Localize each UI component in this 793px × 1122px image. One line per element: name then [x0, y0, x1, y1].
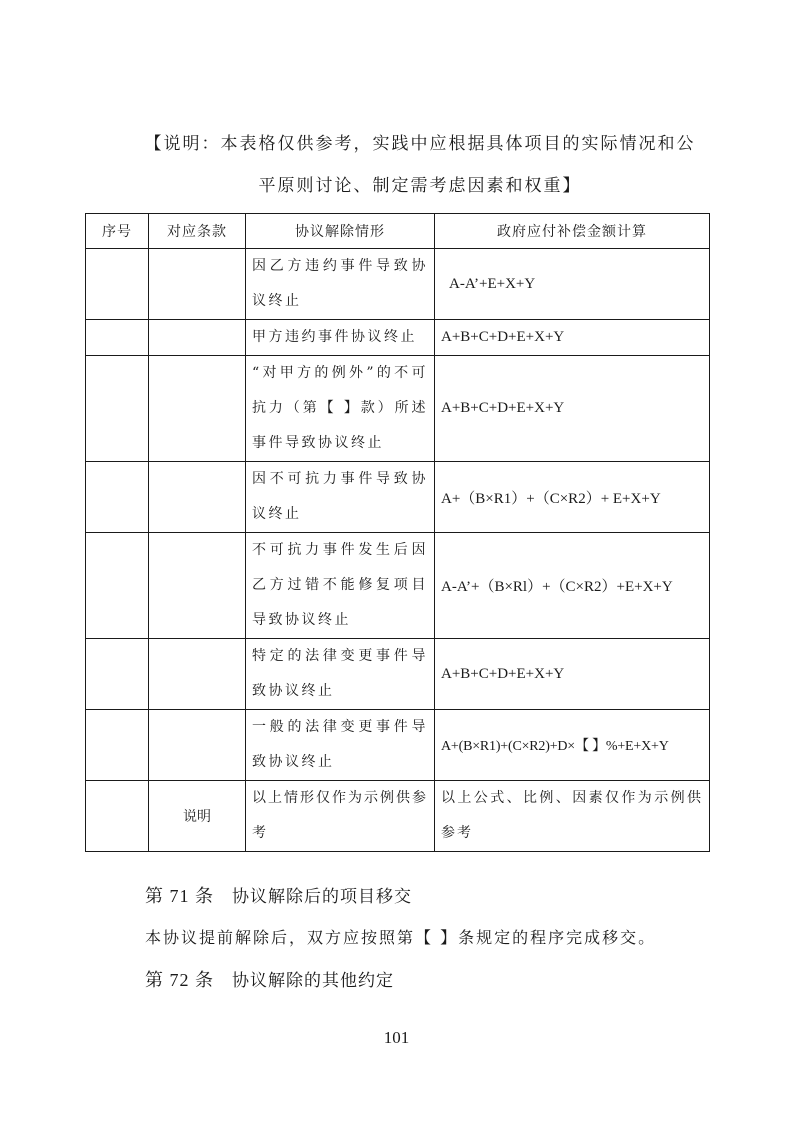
section-71-heading: [145, 882, 412, 908]
cell-formula: A+B+C+D+E+X+Y: [435, 639, 710, 710]
header-situation: 协议解除情形: [246, 214, 435, 249]
cell-formula: A-A’+E+X+Y: [435, 249, 710, 320]
cell-situation: “对甲方的例外”的不可抗力（第【 】款）所述事件导致协议终止: [246, 356, 435, 462]
table-header-row: [86, 214, 710, 249]
cell-no: [86, 462, 149, 533]
table-row: [86, 639, 710, 710]
table-row: [86, 710, 710, 781]
table-row: [86, 320, 710, 356]
cell-situation: 因不可抗力事件导致协议终止: [246, 462, 435, 533]
cell-no: [86, 249, 149, 320]
section-72-number: 第 72 条: [145, 970, 214, 990]
section-71-paragraph: 本协议提前解除后，双方应按照第【 】条规定的程序完成移交。: [145, 928, 657, 947]
cell-no: [86, 781, 149, 852]
cell-clause: [149, 639, 246, 710]
cell-clause: [149, 710, 246, 781]
cell-no: [86, 639, 149, 710]
section-71-number: 第 71 条: [145, 886, 214, 906]
cell-formula: A+（B×R1）+（C×R2）+ E+X+Y: [435, 462, 710, 533]
note-line-2: 平原则讨论、制定需考虑因素和权重】: [258, 176, 582, 196]
cell-clause: [149, 320, 246, 356]
cell-no: [86, 710, 149, 781]
cell-situation: 甲方违约事件协议终止: [246, 320, 435, 356]
cell-situation: 不可抗力事件发生后因乙方过错不能修复项目导致协议终止: [246, 533, 435, 639]
table-row: [86, 356, 710, 462]
cell-no: [86, 320, 149, 356]
table-row: [86, 462, 710, 533]
section-71-title: 协议解除后的项目移交: [232, 887, 412, 907]
section-72-title: 协议解除的其他约定: [232, 971, 394, 991]
cell-situation: 一般的法律变更事件导致协议终止: [246, 710, 435, 781]
table-row: [86, 249, 710, 320]
cell-clause: [149, 462, 246, 533]
cell-clause: [149, 533, 246, 639]
note-row-label: 说明: [149, 781, 246, 852]
header-clause: 对应条款: [149, 214, 246, 249]
cell-situation: 特定的法律变更事件导致协议终止: [246, 639, 435, 710]
note-line-1: 【说明：本表格仅供参考，实践中应根据具体项目的实际情况和公: [144, 134, 696, 154]
cell-no: [86, 533, 149, 639]
table-row: [86, 533, 710, 639]
cell-clause: [149, 249, 246, 320]
section-72-heading: [145, 966, 394, 992]
cell-clause: [149, 356, 246, 462]
note-row-situation: 以上情形仅作为示例供参考: [246, 781, 435, 852]
cell-formula: A+(B×R1)+(C×R2)+D×【 】%+E+X+Y: [435, 710, 710, 781]
cell-no: [86, 356, 149, 462]
cell-formula: A+B+C+D+E+X+Y: [435, 356, 710, 462]
table-note-row: [86, 781, 710, 852]
cell-situation: 因乙方违约事件导致协议终止: [246, 249, 435, 320]
cell-formula: A-A’+（B×Rl）+（C×R2）+E+X+Y: [435, 533, 710, 639]
header-formula: 政府应付补偿金额计算: [435, 214, 710, 249]
page-number: 101: [383, 1028, 410, 1047]
note-row-formula: 以上公式、比例、因素仅作为示例供参考: [435, 781, 710, 852]
compensation-table: [85, 213, 710, 852]
header-no: 序号: [86, 214, 149, 249]
cell-formula: A+B+C+D+E+X+Y: [435, 320, 710, 356]
